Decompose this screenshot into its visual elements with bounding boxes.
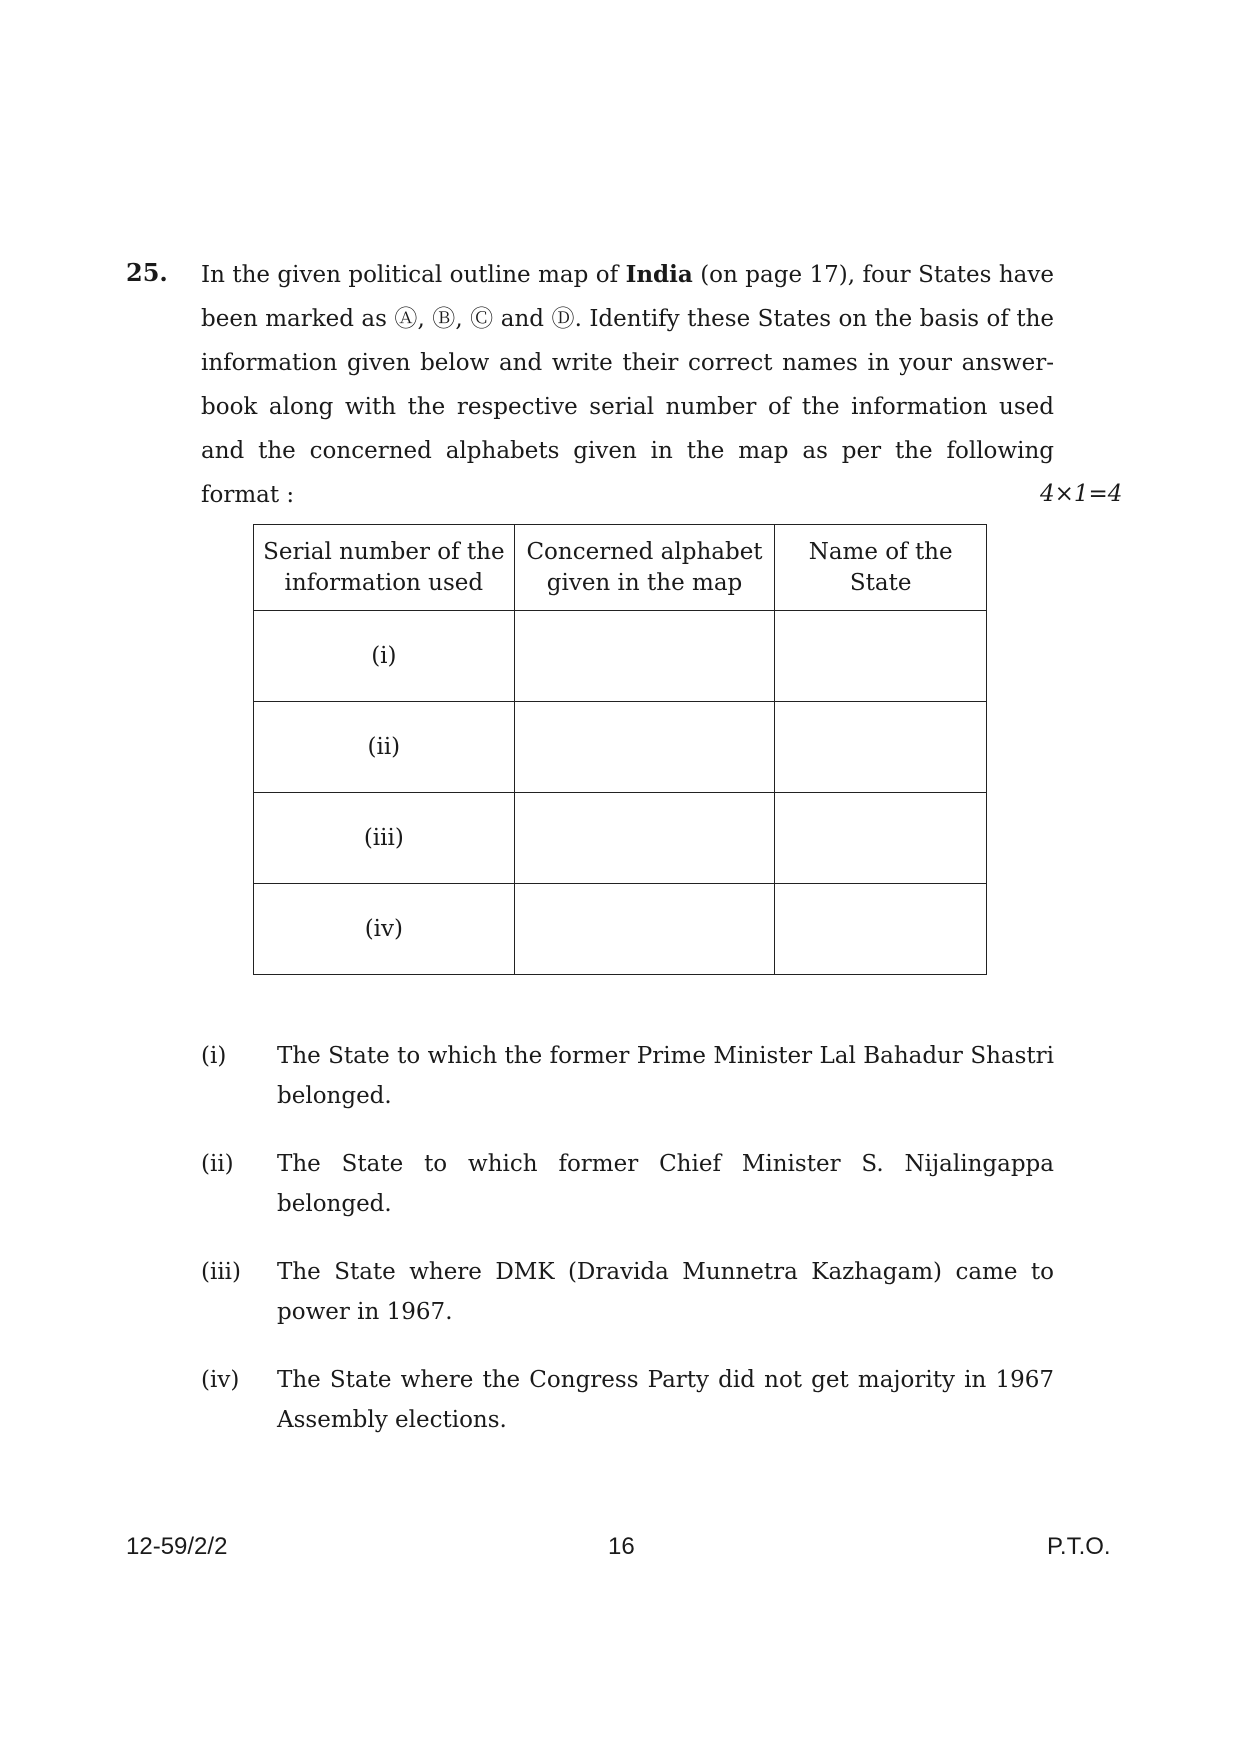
table-cell-state (775, 702, 987, 793)
table-cell-alphabet (514, 884, 775, 975)
marks-allocation: 4×1=4 (1040, 481, 1123, 507)
question-text (201, 253, 1054, 517)
info-label: (i) (201, 1043, 227, 1069)
table-header-row (254, 525, 987, 611)
table-cell-state (775, 611, 987, 702)
table-row (254, 702, 987, 793)
answer-format-table (253, 524, 987, 975)
question-text-part-1: In the given political outline map of (201, 262, 626, 288)
table-header-cell: Name of the State (775, 525, 987, 611)
page-number: 16 (608, 1533, 635, 1560)
table-row (254, 793, 987, 884)
question-number: 25. (126, 258, 168, 287)
list-item (201, 1252, 1054, 1332)
pto-label: P.T.O. (1047, 1533, 1111, 1560)
information-list (201, 1036, 1054, 1468)
table-cell-serial: (iv) (254, 884, 515, 975)
info-text: The State to which the former Prime Minister Lal Bahadur Shastri belonged. (277, 1043, 1054, 1109)
table-cell-state (775, 793, 987, 884)
info-text: The State to which former Chief Minister S. Nijalingappa belonged. (277, 1151, 1054, 1217)
list-item (201, 1360, 1054, 1440)
table-header-cell: Concerned alphabet given in the map (514, 525, 775, 611)
table-row (254, 611, 987, 702)
info-label: (iii) (201, 1259, 242, 1285)
info-text: The State where DMK (Dravida Munnetra Kazhagam) came to power in 1967. (277, 1259, 1054, 1325)
info-label: (ii) (201, 1151, 234, 1177)
list-item (201, 1036, 1054, 1116)
question-text-bold: India (625, 261, 693, 288)
table-cell-serial: (i) (254, 611, 515, 702)
question-text-part-2: (on page 17), four States have been marked as Ⓐ, Ⓑ, Ⓒ and Ⓓ. Identify these States on the basis of the information given below and write their correct names in your answer-book along with the respective serial number of the information used and the concerned alphabets given in the map as per the following format : (201, 262, 1054, 508)
table-cell-serial: (ii) (254, 702, 515, 793)
table-cell-state (775, 884, 987, 975)
table-cell-alphabet (514, 611, 775, 702)
list-item (201, 1144, 1054, 1224)
paper-code: 12-59/2/2 (126, 1533, 228, 1560)
table-cell-serial: (iii) (254, 793, 515, 884)
table-header-cell: Serial number of the information used (254, 525, 515, 611)
info-text: The State where the Congress Party did not get majority in 1967 Assembly elections. (277, 1367, 1054, 1433)
table-cell-alphabet (514, 793, 775, 884)
table-row (254, 884, 987, 975)
info-label: (iv) (201, 1367, 240, 1393)
table-cell-alphabet (514, 702, 775, 793)
